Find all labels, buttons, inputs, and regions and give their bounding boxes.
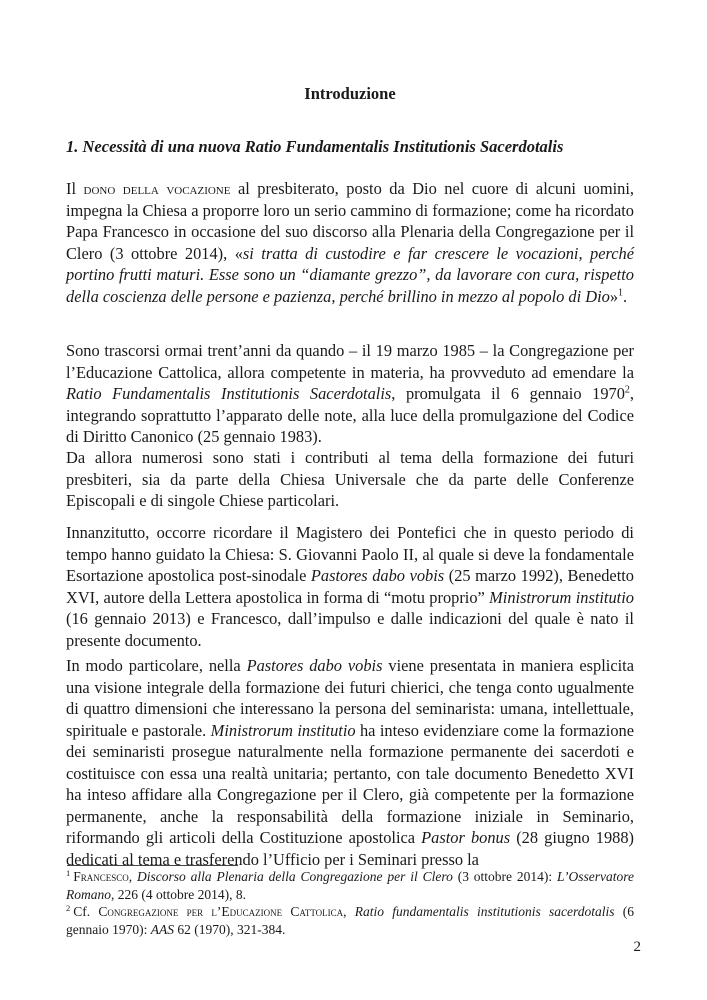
footnote-author: Congregazione per l’Educazione Cattolica — [98, 904, 344, 919]
text-run: (6 gennaio 1970): — [66, 904, 635, 937]
footnote-ref-2[interactable]: 2 — [624, 384, 630, 396]
text-run: (16 gennaio 2013) e Francesco, dall’impulso e dalle indicazioni del quale è nato il presente documento. — [66, 609, 634, 650]
section-heading: 1. Necessità di una nuova Ratio Fundamentalis Institutionis Sacerdotalis — [66, 137, 564, 156]
text-run: (25 marzo 1992), Benedetto XVI, autore della Lettera apostolica in forma di “motu proprio” — [66, 566, 634, 607]
text-run: . — [623, 286, 628, 306]
text-run: ha inteso evidenziare come la formazione dei seminaristi prosegue naturalmente nella formazione permanente dei sacerdoti e costituisce con essa una realtà unitaria; pertanto, con tale documento Benedetto XVI ha inteso affidare alla Congregazione per il Clero, già competente per la formazione permanente, anche la responsabilità della formazione iniziale in Seminario, riformando gli articoli della Costituzione apostolica — [66, 720, 634, 847]
text-run: , integrando soprattutto l’apparato delle note, alla luce della promulgazione del Codice di Diritto Canonico (25 gennaio 1983). — [66, 384, 635, 446]
text-run: In modo particolare, nella — [66, 656, 247, 675]
footnote-source: L’Osservatore Romano — [66, 869, 635, 902]
text-run: Innanzitutto, occorre ricordare il Magistero dei Pontefici che in questo periodo di tempo hanno guidato la Chiesa: S. Giovanni Paolo II, al quale si deve la fondamentale Esortazione apostolica post-sinodale — [66, 523, 634, 585]
footnote-title: Discorso alla Plenaria della Congregazione per il Clero — [137, 869, 453, 884]
italic-run: Pastor bonus — [421, 828, 511, 847]
text-run: , — [343, 904, 355, 919]
footnote-author: Francesco — [73, 869, 129, 884]
text-run: , — [128, 869, 138, 884]
paragraph-2 — [66, 340, 634, 448]
text-run: 62 (1970), 321-384. — [173, 921, 286, 937]
italic-run: Pastores dabo vobis — [246, 656, 383, 675]
footnotes — [66, 868, 634, 938]
text-run: (3 ottobre 2014): — [452, 869, 558, 884]
paragraph-1 — [66, 178, 634, 307]
text-run: , 226 (4 ottobre 2014), 8. — [111, 886, 246, 902]
text-run: , promulgata il 6 gennaio 1970 — [391, 384, 625, 403]
footnote-ref-1[interactable]: 1 — [618, 287, 624, 299]
quotation: si tratta di custodire e far crescere le vocazioni, perché portino frutti maturi. Esse sono un “diamante grezzo”, da lavorare con cura, rispetto della coscienza delle persone e pazienza, perché brillino in mezzo al popolo di Dio — [66, 243, 634, 306]
paragraph-3: Da allora numerosi sono stati i contributi al tema della formazione dei futuri presbiteri, sia da parte della Chiesa Universale che da parte delle Conferenze Episcopali e di singole Chiese particolari. — [66, 448, 634, 510]
paragraph-5 — [66, 655, 634, 870]
footnote-source: AAS — [150, 921, 174, 937]
text-run: Cf. — [73, 904, 99, 919]
footnote-title: Ratio fundamentalis institutionis sacerdotalis — [354, 904, 615, 919]
footnote-1 — [66, 868, 634, 903]
footnote-2 — [66, 903, 634, 938]
footnote-number: 1 — [66, 867, 71, 878]
text-run: Il — [66, 179, 84, 198]
footnote-number: 2 — [66, 902, 71, 913]
text-run: » — [609, 286, 619, 306]
italic-run: Ministrorum institutio — [210, 720, 356, 740]
smallcaps-run: dono della vocazione — [83, 179, 231, 198]
italic-run: Ministrorum institutio — [489, 587, 634, 607]
footnote-separator — [67, 865, 238, 866]
text-run: Sono trascorsi ormai trent’anni da quando – il 19 marzo 1985 – la Congregazione per l’Educazione Cattolica, allora competente in materia, ha provveduto ad emendare la — [66, 341, 634, 382]
text-run: viene presentata in maniera esplicita una visione integrale della formazione dei futuri chierici, che tenga conto ugualmente di quattro dimensioni che interessano la persona del seminarista: umana, intellettuale, spirituale e pastorale. — [66, 656, 634, 740]
italic-run: Pastores dabo vobis — [310, 566, 445, 585]
page-title: Introduzione — [304, 84, 396, 103]
italic-run: Ratio Fundamentalis Institutionis Sacerdotalis — [66, 384, 392, 403]
text-run: (28 giugno 1988) dedicati al tema e trasferendo l’Ufficio per i Seminari presso la — [66, 828, 634, 869]
paragraph-4 — [66, 522, 634, 651]
page-number: 2 — [633, 939, 641, 955]
text-run: al presbiterato, posto da Dio nel cuore di alcuni uomini, impegna la Chiesa a proporre loro un serio cammino di formazione; come ha ricordato Papa Francesco in occasione del suo discorso alla Plenaria della Congregazione per il Clero (3 ottobre 2014), « — [66, 179, 634, 263]
